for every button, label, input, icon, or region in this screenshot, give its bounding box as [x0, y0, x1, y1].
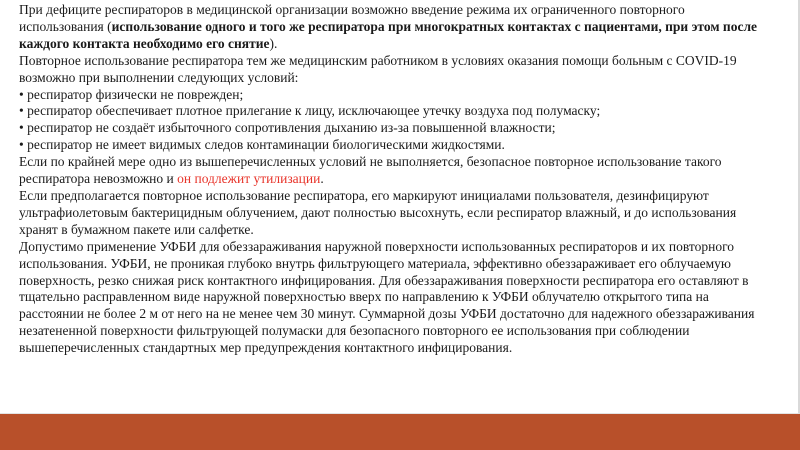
paragraph-disposal — [19, 154, 767, 188]
text-segment: Повторное использование респиратора тем же медицинским работником в условиях оказания помощи больным с COVID-19 возможно при выполнении следующих условий: — [19, 52, 737, 85]
text-segment: Допустимо применение УФБИ для обеззараживания наружной поверхности использованных респираторов и их повторного использования. УФБИ, не проникая глубоко внутрь фильтрующего материала, эффективно обеззараживает его облучаемую поверхность, резко снижая риск контактного инфицирования. Для обеззараживания поверхности респиратора его оставляют в тщательно расправленном виде наружной поверхностью вверх по направлению к УФБИ облучателю открытого типа на расстоянии не более 2 м от него на не менее чем 30 минут. Суммарной дозы УФБИ достаточно для надежного обеззараживания незатененной поверхности фильтрующей полумаски для безопасного повторного ее использования при соблюдении вышеперечисленных стандартных мер предупреждения контактного инфицирования. — [19, 238, 755, 356]
red-highlight-text: он подлежит утилизации — [177, 171, 321, 187]
bottom-decorative-band — [0, 414, 800, 450]
text-segment: • респиратор не создаёт избыточного сопротивления дыханию из-за повышенной влажности; — [19, 120, 556, 136]
paragraph-conditions-lead — [19, 53, 767, 87]
document-body — [19, 2, 767, 357]
text-segment: . — [320, 171, 324, 187]
paragraph-uv-disinfection — [19, 239, 767, 357]
bold-text-segment: использование одного и того же респиратора при многократных контактах с пациентами, при этом после каждого контакта необходимо его снятие — [19, 18, 758, 51]
text-segment: ). — [269, 35, 278, 51]
text-segment: • респиратор не имеет видимых следов контаминации биологическими жидкостями. — [19, 137, 505, 153]
text-segment: Если по крайней мере одно из вышеперечисленных условий не выполняется, безопасное повторное использование такого респиратора невозможно и — [19, 154, 722, 187]
bullet-item — [19, 137, 767, 154]
paragraph-marking — [19, 188, 767, 239]
paragraph-intro — [19, 2, 767, 53]
text-segment: • респиратор обеспечивает плотное прилегание к лицу, исключающее утечку воздуха под полумаску; — [19, 103, 601, 119]
bullet-item — [19, 103, 767, 120]
text-segment: При дефиците респираторов в медицинской организации возможно введение режима их ограниченного повторного использования ( — [19, 2, 685, 34]
bullet-item — [19, 120, 767, 137]
bullet-item — [19, 87, 767, 104]
text-segment: Если предполагается повторное использование респиратора, его маркируют инициалами пользователя, дезинфицируют ультрафиолетовым бактерицидным облучением, дают полностью высохнуть, если респиратор влажный, и до использования хранят в бумажном пакете или салфетке. — [19, 187, 737, 237]
text-segment: • респиратор физически не поврежден; — [19, 86, 244, 102]
